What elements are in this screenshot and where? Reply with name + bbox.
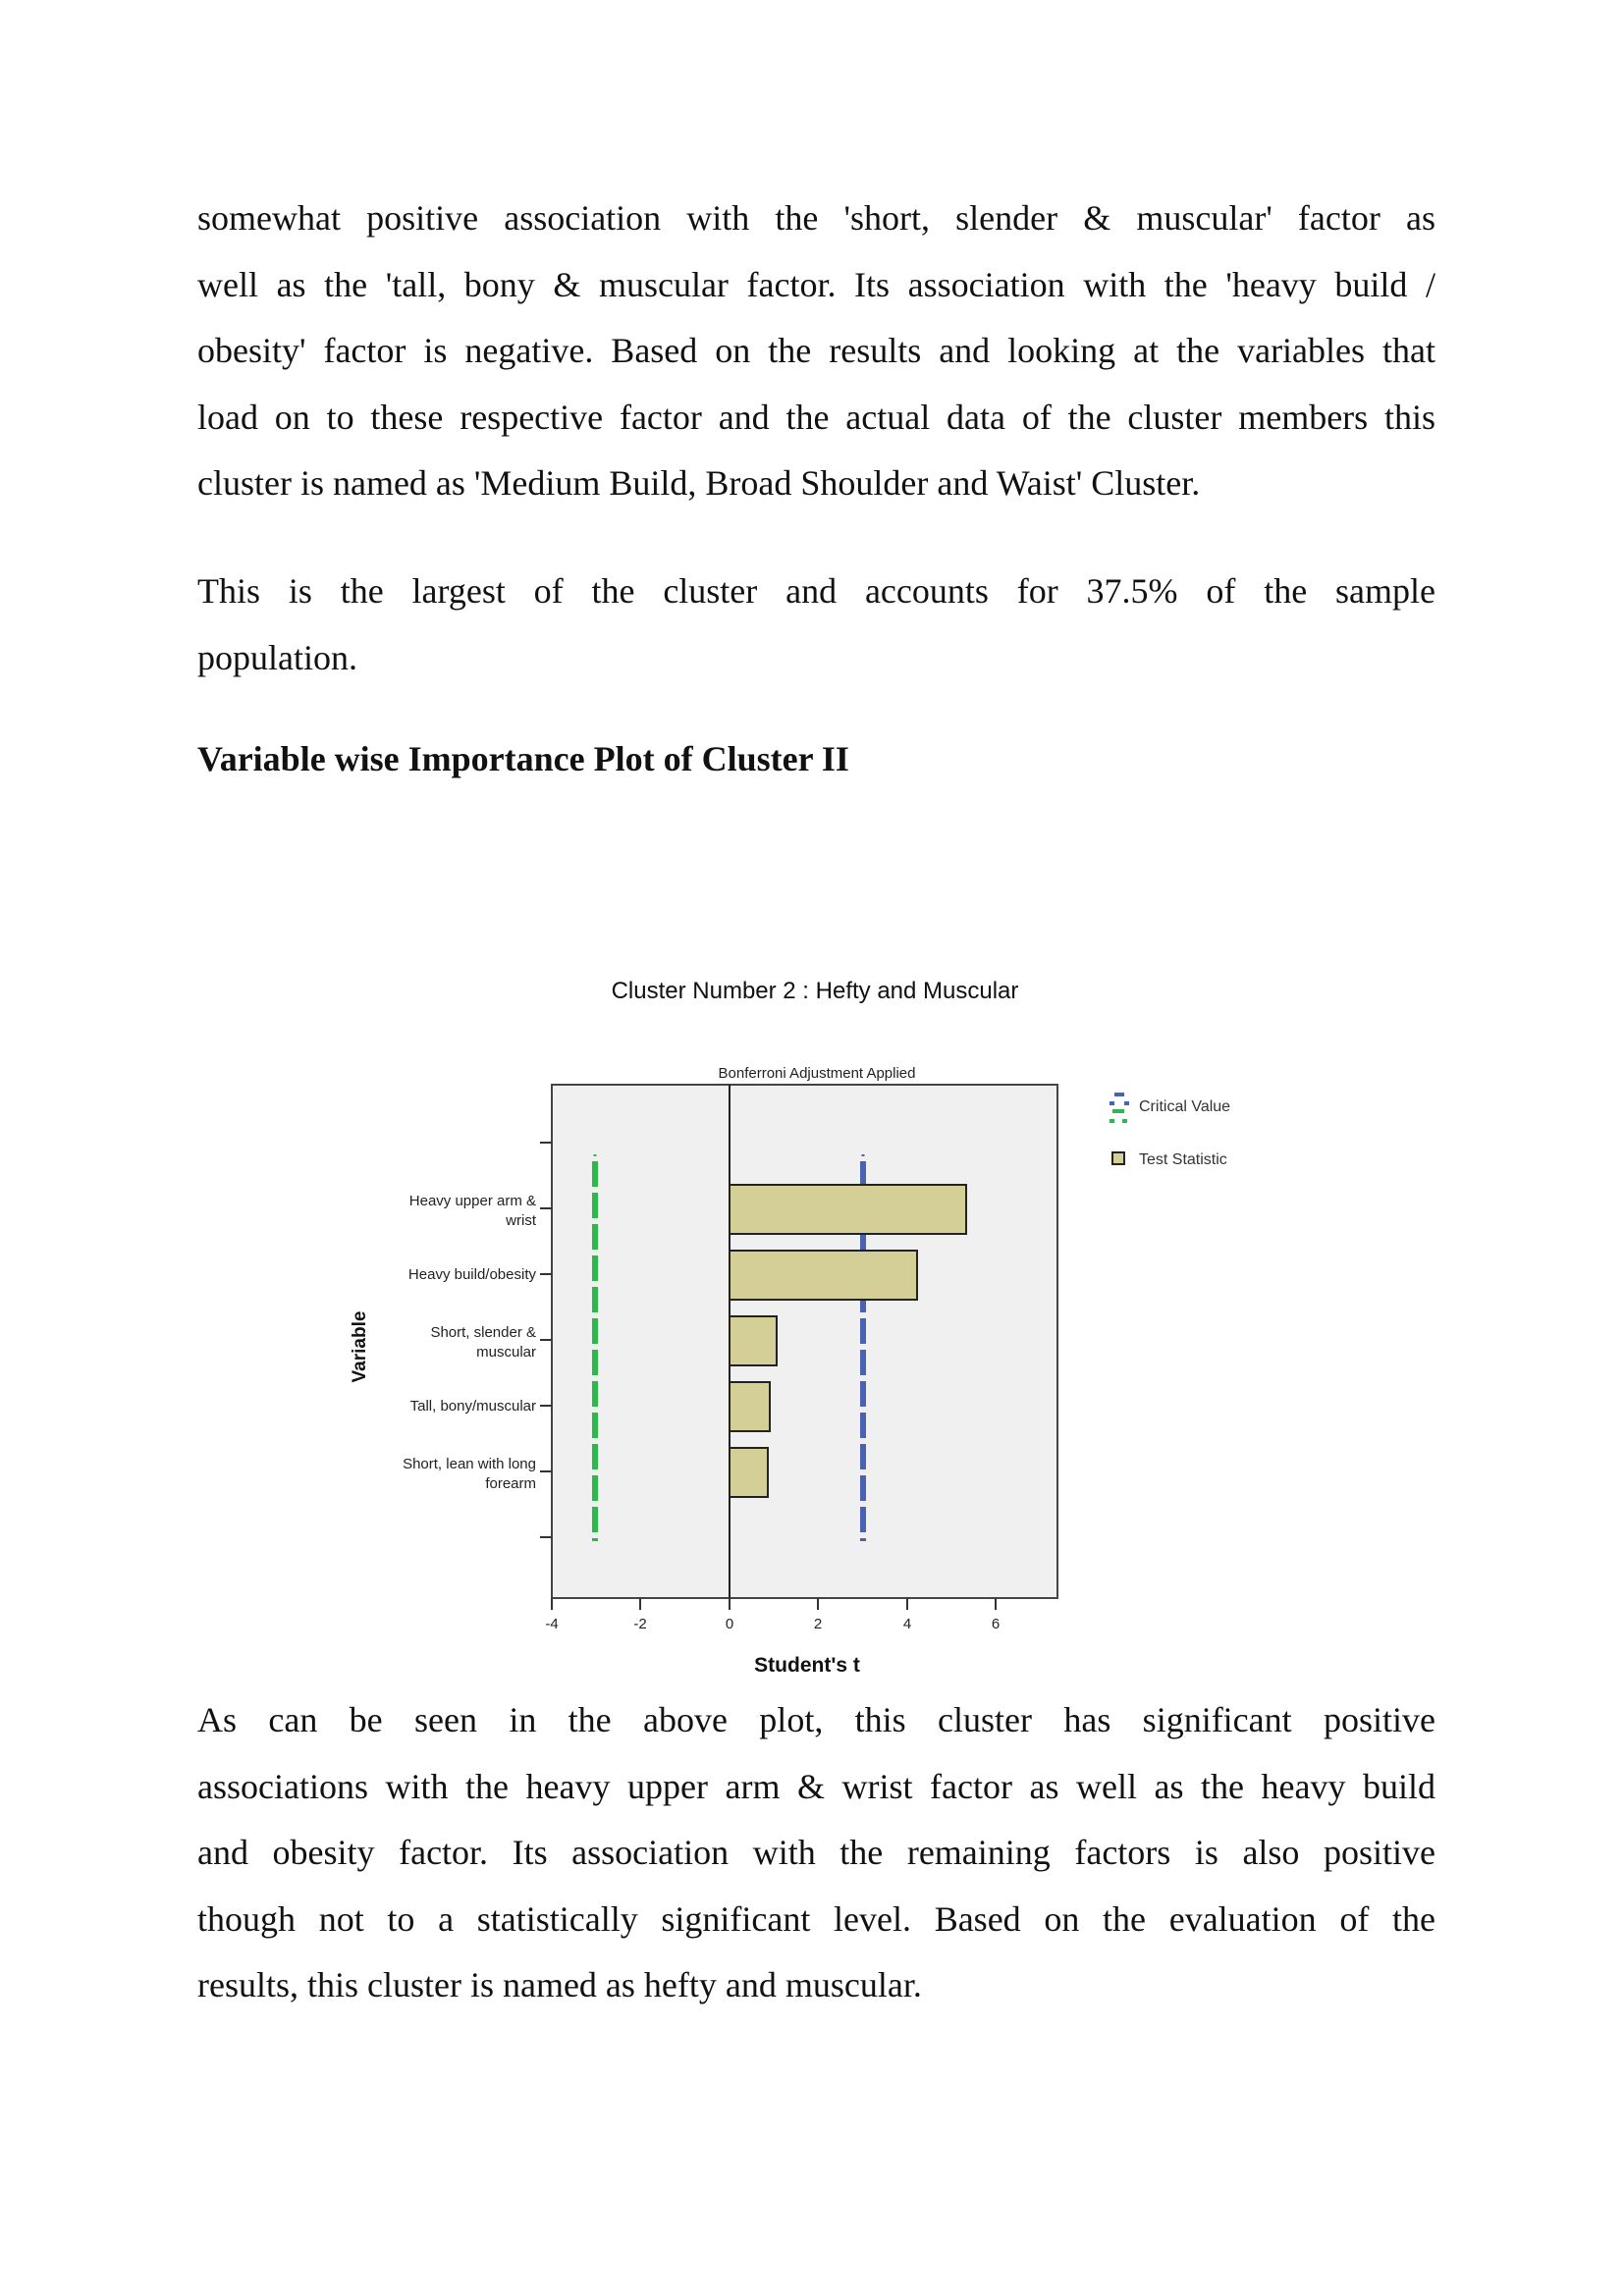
text-line: population.	[197, 637, 357, 677]
bar-short-lean	[730, 1448, 768, 1497]
x-axis-ticks	[552, 1598, 996, 1610]
y-axis-ticks	[540, 1143, 552, 1537]
bar-heavy-upper-arm	[730, 1185, 966, 1234]
y-label: Short, slender &	[430, 1324, 536, 1341]
bar-tall-bony	[730, 1382, 770, 1431]
text-line: As can be seen in the above plot, this cluster has significant positive	[197, 1700, 1435, 1739]
y-label: Heavy upper arm &	[408, 1193, 536, 1209]
y-axis-label: Variable	[350, 1310, 370, 1383]
x-tick-label: 0	[725, 1616, 734, 1632]
text-line: though not to a statistically significant level. Based on the evaluation of the	[197, 1898, 1435, 1939]
x-axis-label: Student's t	[754, 1654, 860, 1677]
chart-title: Cluster Number 2 : Hefty and Muscular	[611, 978, 1019, 1004]
critical-value-legend-icon	[1110, 1093, 1129, 1123]
text-line: cluster is named as 'Medium Build, Broad Shoulder and Waist' Cluster.	[197, 463, 1201, 503]
text-line: load on to these respective factor and the actual data of the cluster members this	[197, 397, 1435, 437]
y-label: wrist	[506, 1212, 536, 1229]
y-axis-labels	[403, 1193, 537, 1492]
test-statistic-legend-icon	[1112, 1152, 1124, 1164]
y-label: forearm	[485, 1475, 536, 1492]
legend-critical-label: Critical Value	[1139, 1098, 1231, 1115]
y-label: Short, lean with long	[403, 1456, 536, 1472]
text-line: and obesity factor. Its association with the remaining factors is also positive	[197, 1833, 1435, 1872]
y-label: Heavy build/obesity	[407, 1266, 536, 1283]
text-line: associations with the heavy upper arm & wrist factor as well as the heavy build	[197, 1766, 1435, 1806]
text-line: somewhat positive association with the 'short, slender & muscular' factor as	[197, 198, 1435, 238]
bar-short-slender	[730, 1316, 777, 1365]
text-line: obesity' factor is negative. Based on the results and looking at the variables that	[197, 331, 1435, 370]
text-line: This is the largest of the cluster and accounts for 37.5% of the sample	[197, 571, 1435, 611]
section-heading: Variable wise Importance Plot of Cluster II	[197, 739, 849, 778]
y-label: Tall, bony/muscular	[409, 1398, 536, 1415]
chart-subtitle: Bonferroni Adjustment Applied	[718, 1065, 916, 1082]
x-tick-label: -2	[633, 1616, 647, 1632]
legend	[1110, 1093, 1230, 1168]
x-tick-label: 6	[991, 1616, 1001, 1632]
x-tick-label: 4	[902, 1616, 912, 1632]
x-axis-tick-labels	[545, 1616, 1000, 1632]
legend-test-label: Test Statistic	[1139, 1151, 1227, 1168]
text-line: results, this cluster is named as hefty and muscular.	[197, 1965, 922, 2004]
x-tick-label: 2	[813, 1616, 823, 1632]
paragraph-3	[197, 1687, 1435, 2019]
y-label: muscular	[476, 1344, 536, 1361]
plot-area	[552, 1085, 1057, 1598]
x-tick-label: -4	[545, 1616, 559, 1632]
text-line: well as the 'tall, bony & muscular factor. Its association with the 'heavy build /	[197, 264, 1435, 304]
bar-heavy-build	[730, 1251, 917, 1300]
